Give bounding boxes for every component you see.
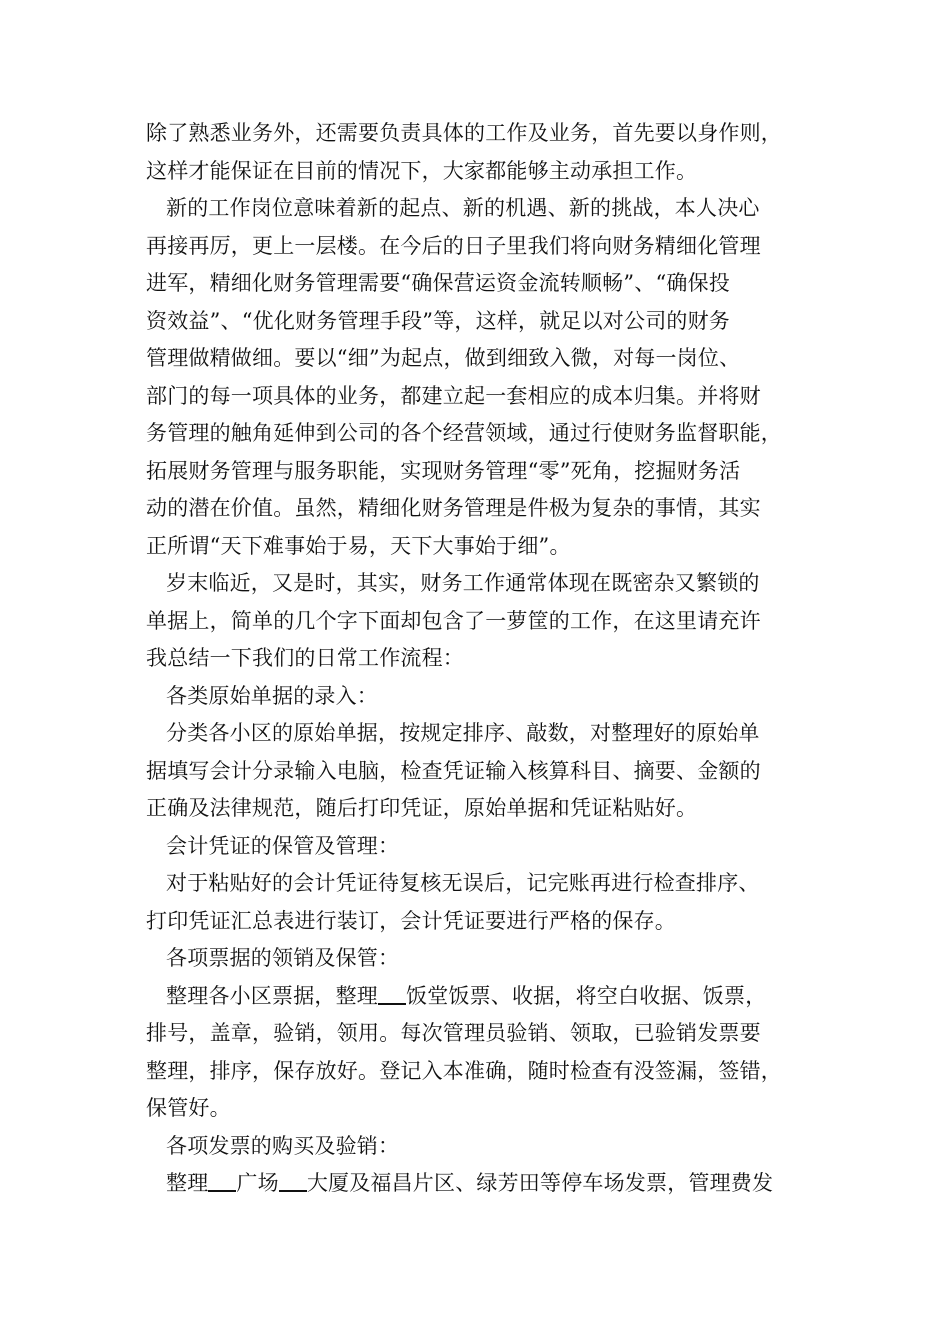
fill-in-blank [378, 982, 406, 1005]
text-segment: 广场 [236, 1171, 279, 1195]
text-segment: 整理 [166, 1171, 209, 1195]
text-line: 整理，排序，保存放好。登记入本准确，随时检查有没签漏，签错， [146, 1058, 782, 1083]
text-segment: 大厦及福昌片区、绿芳田等停车场发票，管理费发 [306, 1171, 774, 1195]
text-line: 进军，精细化财务管理需要“确保营运资金流转顺畅”、“确保投 [146, 271, 731, 295]
text-line-with-blank [146, 978, 836, 1016]
section-heading: 各项票据的领销及保管： [166, 946, 400, 970]
text-line: 分类各小区的原始单据，按规定排序、敲数，对整理好的原始单 [166, 721, 760, 745]
text-line: 务管理的触角延伸到公司的各个经营领域，通过行使财务监督职能， [146, 421, 782, 445]
text-line: 保管好。 [146, 1096, 231, 1120]
text-segment: 饭堂饭票、收据，将空白收据、饭票， [406, 983, 767, 1008]
document-body [146, 115, 836, 1203]
text-line: 打印凭证汇总表进行装订，会计凭证要进行严格的保存。 [146, 908, 676, 933]
text-line: 拓展财务管理与服务职能，实现财务管理“零”死角，挖掘财务活 [146, 458, 741, 483]
text-line: 对于粘贴好的会计凭证待复核无误后，记完账再进行检查排序、 [166, 871, 760, 895]
text-line: 排号，盖章，验销，领用。每次管理员验销、领取，已验销发票要 [146, 1021, 761, 1045]
text-line: 部门的每一项具体的业务，都建立起一套相应的成本归集。并将财 [146, 383, 761, 408]
text-line: 据填写会计分录输入电脑，检查凭证输入核算科目、摘要、金额的 [146, 758, 761, 783]
text-line: 新的工作岗位意味着新的起点、新的机遇、新的挑战，本人决心 [166, 196, 760, 220]
fill-in-blank [279, 1169, 307, 1192]
text-line: 除了熟悉业务外，还需要负责具体的工作及业务，首先要以身作则， [146, 121, 782, 145]
text-line: 单据上，简单的几个字下面却包含了一萝筐的工作，在这里请充许 [146, 608, 761, 633]
fill-in-blank [208, 1169, 236, 1192]
text-line: 再接再厉，更上一层楼。在今后的日子里我们将向财务精细化管理 [146, 233, 761, 258]
text-line: 正所谓“天下难事始于易，天下大事始于细”。 [146, 533, 571, 558]
text-segment: 整理各小区票据，整理 [166, 983, 378, 1008]
text-line: 管理做精做细。要以“细”为起点，做到细致入微，对每一岗位、 [146, 346, 741, 370]
section-heading: 会计凭证的保管及管理： [166, 833, 400, 858]
text-line: 岁末临近，又是时，其实，财务工作通常体现在既密杂又繁锁的 [166, 571, 760, 595]
section-heading: 各项发票的购买及验销： [166, 1133, 400, 1158]
text-line: 我总结一下我们的日常工作流程： [146, 646, 464, 670]
text-line: 资效益”、“优化财务管理手段”等，这样，就足以对公司的财务 [146, 308, 731, 333]
text-line: 正确及法律规范，随后打印凭证，原始单据和凭证粘贴好。 [146, 796, 698, 820]
text-line: 动的潜在价值。虽然，精细化财务管理是件极为复杂的事情，其实 [146, 496, 761, 520]
text-line: 这样才能保证在目前的情况下，大家都能够主动承担工作。 [146, 158, 698, 183]
text-line-with-blanks [146, 1165, 836, 1203]
section-heading: 各类原始单据的录入： [166, 683, 378, 708]
